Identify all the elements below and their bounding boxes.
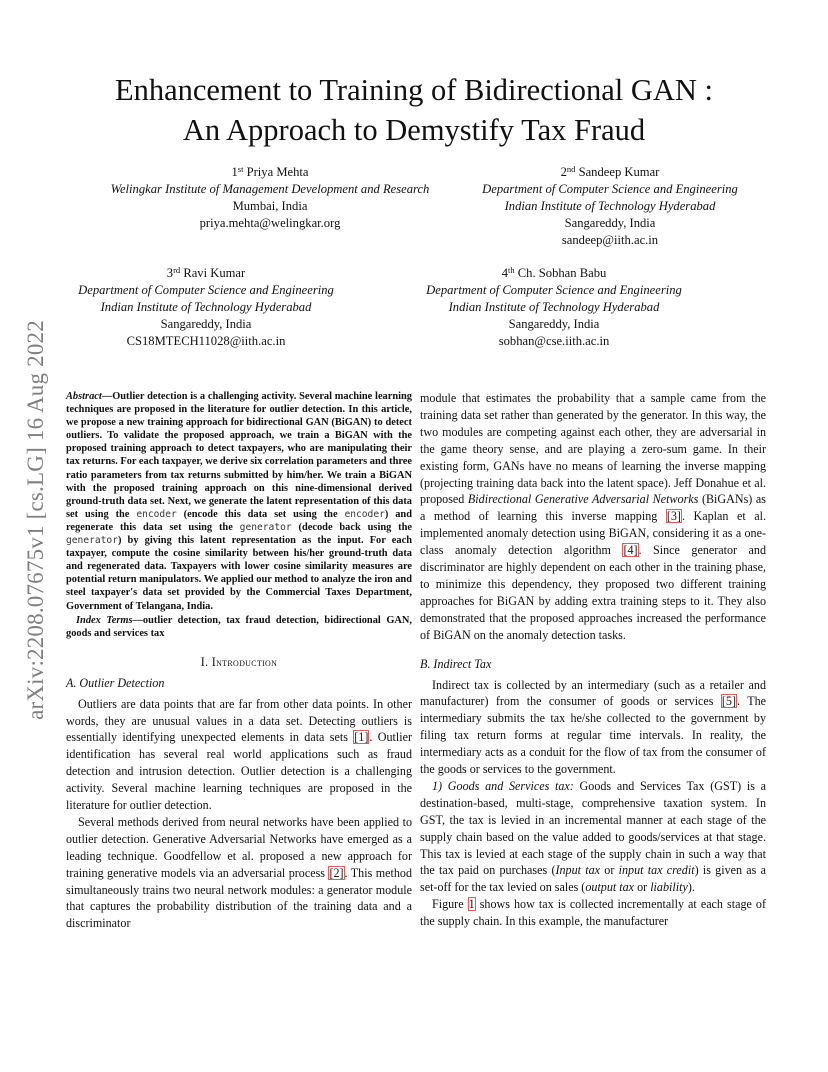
author-affiliation: Welingkar Institute of Management Development and Research (110, 182, 430, 196)
paragraph: Figure 1 shows how tax is collected incrementally at each stage of the supply chain. In this example, the manufacturer (420, 897, 766, 929)
paragraph: Indirect tax is collected by an intermediary (such as a retailer and manufacturer) from the consumer of goods or services [5]. The intermediary submits the tax he/she collected to the government by filing tax return forms at regular time intervals. In reality, the intermediary acts as a conduit for the flow of tax from the consumer of the goods or services to the government. (420, 677, 766, 777)
author-email[interactable]: sandeep@iith.ac.in (561, 233, 659, 247)
author-city: Sangareddy, India (508, 317, 600, 331)
index-terms: Index Terms—outlier detection, tax fraud detection, bidirectional GAN, goods and services tax (66, 614, 413, 639)
citation-link[interactable]: [3] (666, 509, 681, 524)
author-name: 4th Ch. Sobhan Babu (501, 265, 607, 280)
paragraph: Several methods derived from neural networks have been applied to outlier detection. Generative Adversarial Networks have emerged as a leading technique. Goodfellow et al. proposed a new approach for training generative models via an adversarial process [2]. This method simultaneously trains two neural network modules: a generator module that captures the probability distribution of the training data and a discriminator (66, 814, 412, 931)
author-name: 2nd Sandeep Kumar (560, 164, 660, 179)
author-city: Sangareddy, India (564, 216, 656, 230)
author-email[interactable]: CS18MTECH11028@iith.ac.in (126, 334, 286, 348)
author-email[interactable]: priya.mehta@welingkar.org (199, 216, 341, 230)
title-line-1: Enhancement to Training of Bidirectional GAN : (114, 73, 714, 107)
author-city: Sangareddy, India (160, 317, 252, 331)
author-affiliation: Department of Computer Science and Engineering (78, 283, 334, 297)
title-line-2: An Approach to Demystify Tax Fraud (182, 113, 646, 147)
citation-link[interactable]: [2] (329, 865, 344, 880)
author-block-3 (56, 265, 356, 350)
arxiv-identifier: arXiv:2208.07675v1 [cs.LG] 16 Aug 2022 (23, 319, 48, 720)
figure-link[interactable]: 1 (468, 897, 475, 912)
paper-title (66, 70, 762, 150)
author-email[interactable]: sobhan@cse.iith.ac.in (498, 334, 610, 348)
author-block-4 (404, 265, 704, 350)
abstract: Abstract—Outlier detection is a challenging activity. Several machine learning techniques are proposed in the literature for outlier detection. In this article, we propose a new training approach for bidirectional GAN (BiGAN) to detect outliers. To validate the proposed approach, we train a BiGAN with the proposed training approach to detect taxpayers, who are manipulating their tax returns. For each taxpayer, we derive six correlation parameters and three ratio parameters from tax returns submitted by him/her. We train a BiGAN with the proposed training approach on this nine-dimensional derived ground-truth data set. Next, we generate the latent representation of this data set using the encoder (encode this data set using the encoder) and regenerate this data set using the generator (decode back using the generator) by giving this latent representation as the input. For each taxpayer, compute the cosine similarity between his/her ground-truth data and regenerated data. Taxpayers with lower cosine similarity measures are potential return manipulators. We applied our method to analyze the iron and steel taxpayer's data set provided by the Commercial Taxes Department, Government of Telangana, India. (66, 391, 413, 612)
author-name: 3rd Ravi Kumar (166, 265, 246, 280)
author-block-1 (80, 164, 460, 232)
author-city: Mumbai, India (232, 199, 308, 213)
left-column (66, 390, 412, 932)
author-affiliation-2: Indian Institute of Technology Hyderabad (100, 300, 312, 314)
author-block-2 (460, 164, 760, 249)
paragraph: 1) Goods and Services tax: Goods and Services Tax (GST) is a destination-based, multi-stage, comprehensive taxation system. In GST, the tax is levied in an incremental manner at each stage of the supply chain based on the value added to goods/services at that stage. This tax is levied at each stage of the supply chain in such a way that the tax paid on purchases (Input tax or input tax credit) is given as a set-off for the tax levied on sales (output tax or liability). (420, 778, 767, 895)
citation-link[interactable]: [1] (354, 730, 369, 745)
author-affiliation: Department of Computer Science and Engineering (482, 182, 738, 196)
subsection-heading-indirect-tax: B. Indirect Tax (420, 656, 492, 671)
right-column (420, 390, 766, 930)
paragraph: Outliers are data points that are far from other data points. In other words, they are unusual values in a data set. Detecting outliers is essentially identifying unexpected elements in data sets [1]. Outlier identification has several real world applications such as fraud detection and intrusion detection. Outlier detection is a challenging activity. Several machine learning techniques are proposed in the literature for outlier detection. (66, 696, 412, 813)
author-name: 1st Priya Mehta (231, 164, 309, 179)
section-heading-introduction: I. Introduction (200, 654, 278, 669)
paragraph: module that estimates the probability that a sample came from the training data set rather than generated by the generator. In this way, the two modules are competing against each other, they are adversarial in the game theory sense, and are playing a zero-sum game. In their existing form, GANs have no means of learning the inverse mapping (projecting training data back into the latent space). Jeff Donahue et al. proposed Bidirectional Generative Adversarial Networks (BiGANs) as a method of learning this inverse mapping [3]. Kaplan et al. implemented anomaly detection using BiGAN, considering it as a one-class anomaly detection algorithm [4]. Since generator and discriminator are highly dependent on each other in the training phase, to minimize this dependency, they proposed two different training approaches for BiGAN by adding extra training steps to it. They also demonstrated that the proposed approaches increased the performance of BiGAN on the anomaly detection tasks. (420, 391, 767, 642)
author-affiliation-2: Indian Institute of Technology Hyderabad (448, 300, 660, 314)
subsection-heading-outlier-detection: A. Outlier Detection (66, 675, 165, 690)
citation-link[interactable]: [4] (623, 543, 638, 558)
citation-link[interactable]: [5] (721, 694, 736, 709)
author-affiliation-2: Indian Institute of Technology Hyderabad (504, 199, 716, 213)
subsubsection-heading-gst: 1) Goods and Services tax: (432, 778, 574, 793)
author-affiliation: Department of Computer Science and Engineering (426, 283, 682, 297)
